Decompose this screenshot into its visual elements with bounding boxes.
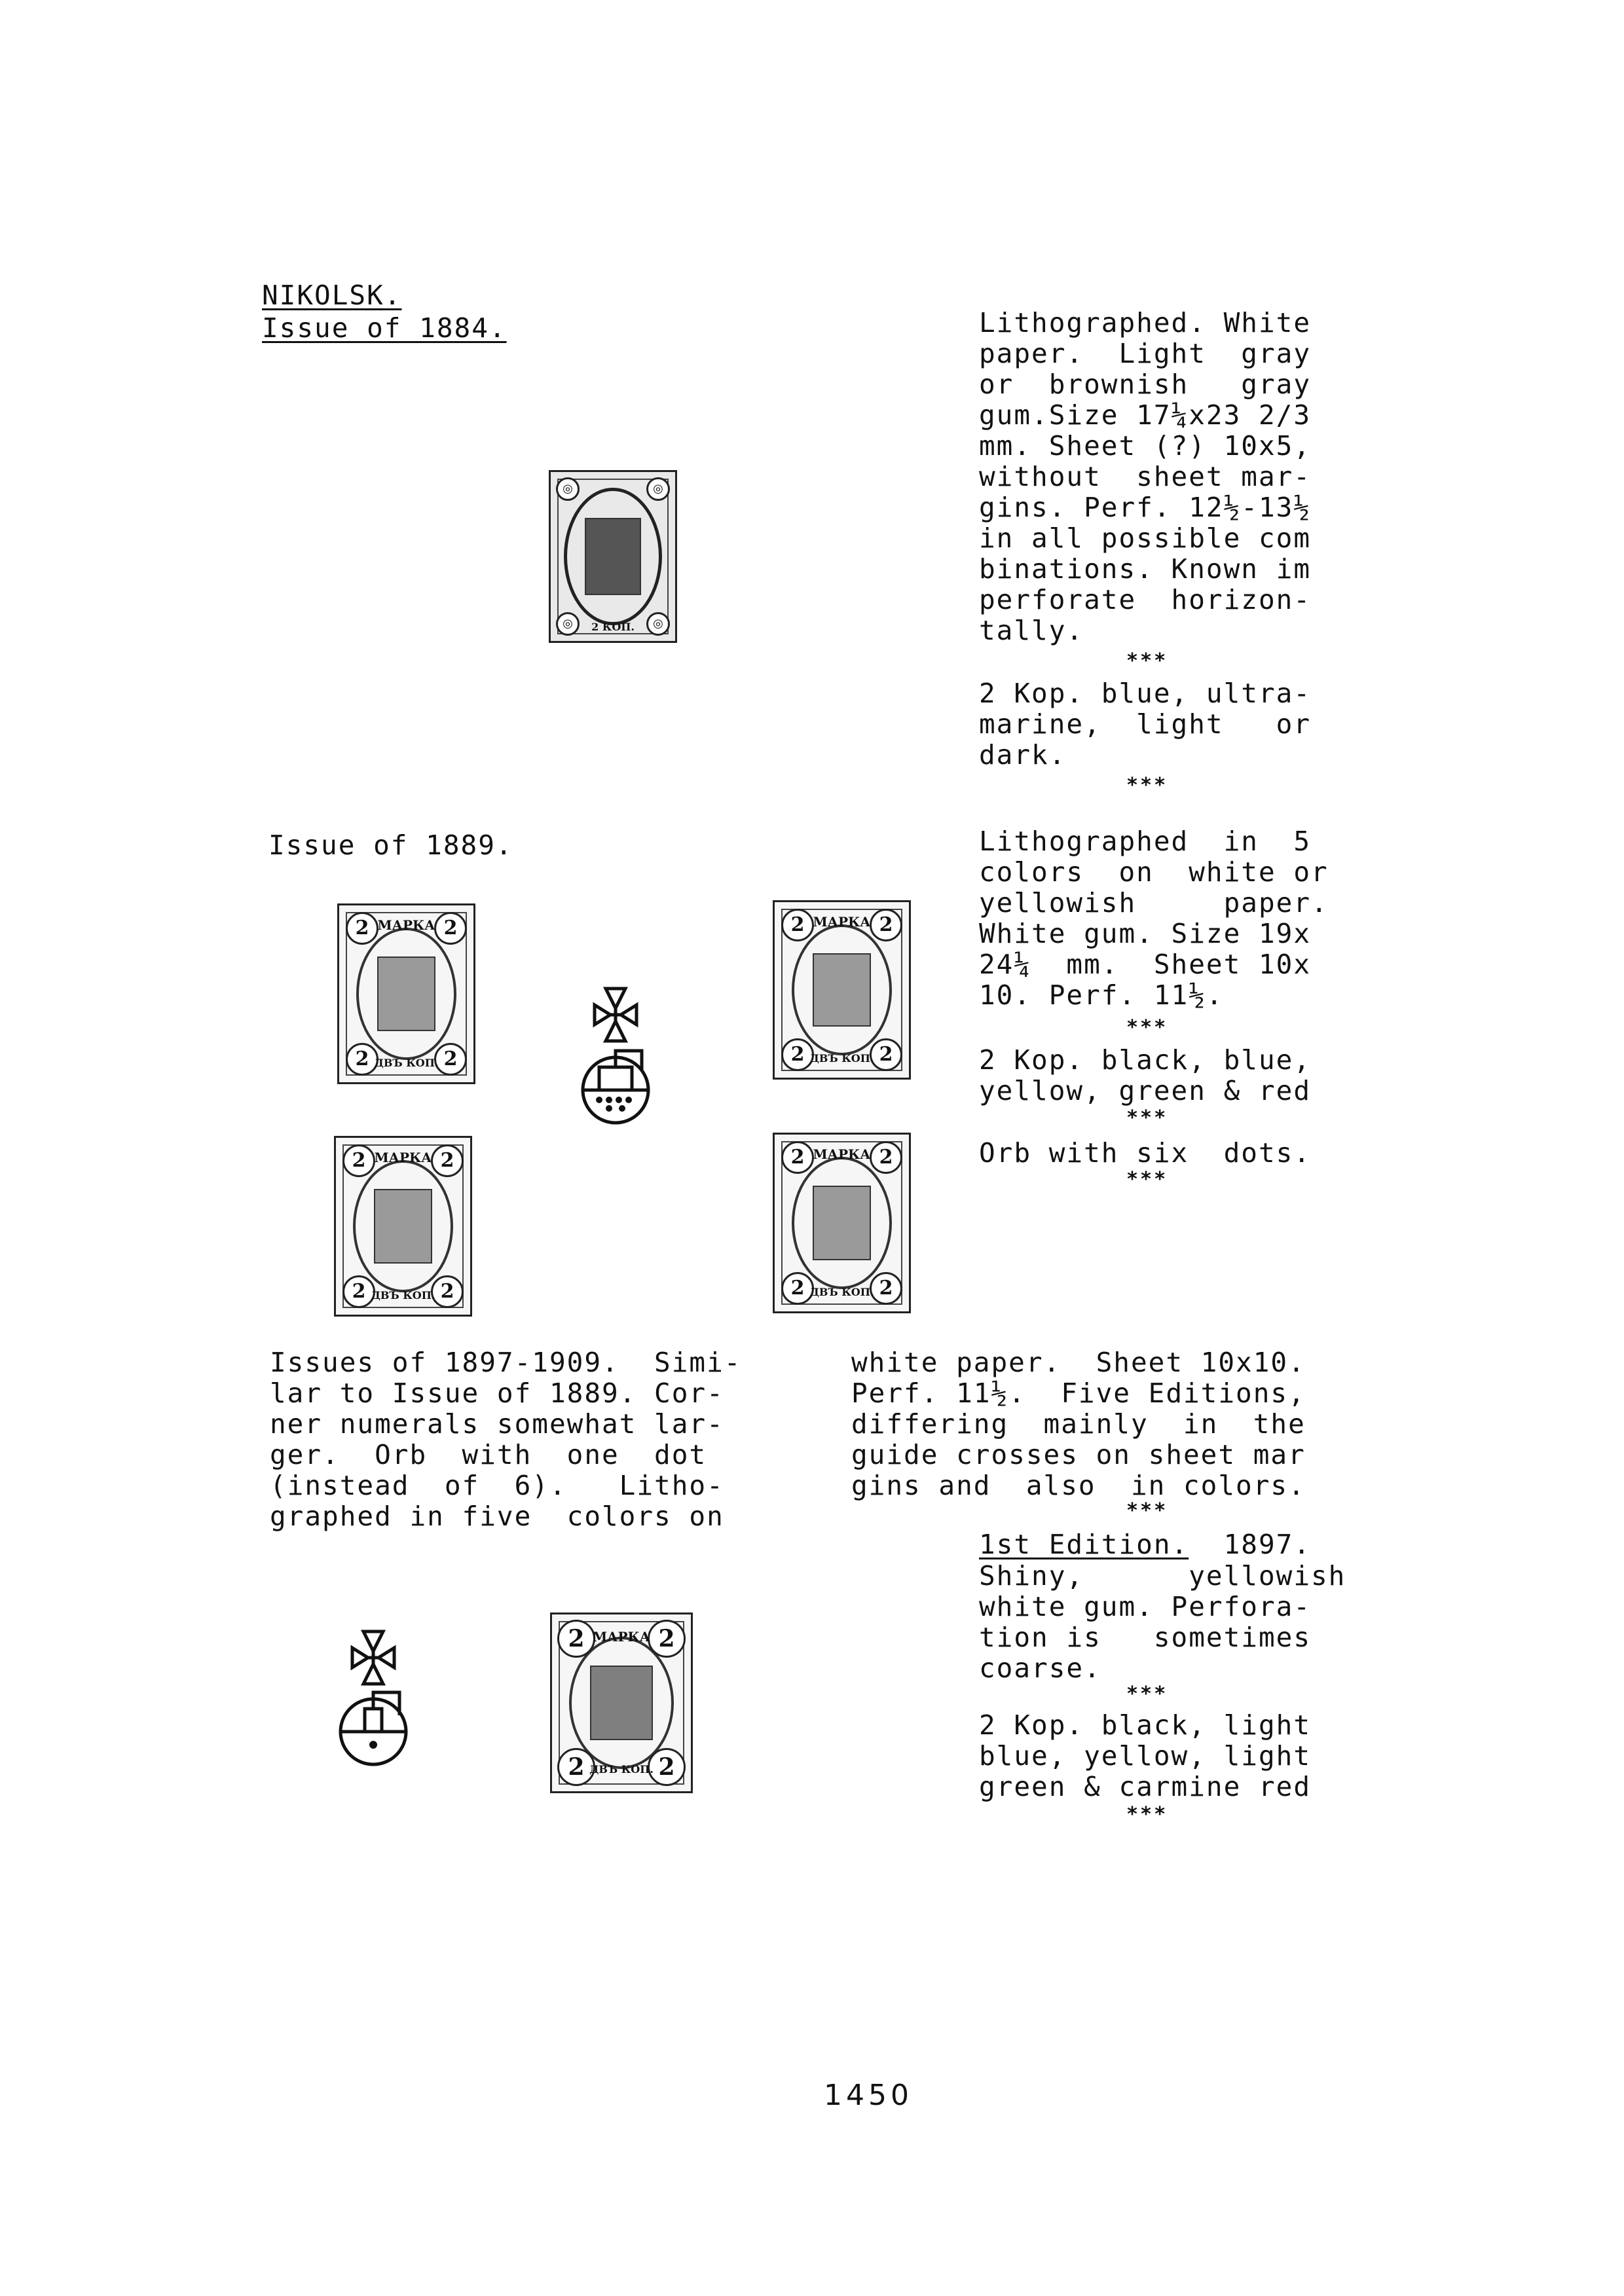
stamp-value-label: ДВЪ КОП. xyxy=(371,1289,435,1302)
first-edition-title xyxy=(979,1529,1311,1560)
issue-1884-colors: 2 Kop. blue, ultra- marine, light or dark. xyxy=(979,678,1311,771)
stamp-coat-of-arms xyxy=(590,1666,653,1740)
stamp-numeral: 2 xyxy=(781,909,814,941)
stamp-coat-of-arms xyxy=(374,1189,432,1264)
stamp-value-label: ДВЪ КОП. xyxy=(374,1057,439,1069)
stamp-numeral: 2 xyxy=(648,1748,686,1786)
stamp-numeral: 2 xyxy=(781,1272,814,1305)
separator-stars: *** xyxy=(1126,1803,1168,1826)
separator-stars: *** xyxy=(1126,774,1168,797)
stamp-value-label: ДВЪ КОП. xyxy=(809,1052,874,1065)
stamp-top-label: МАРКА xyxy=(593,1629,650,1645)
stamp-1897 xyxy=(550,1613,693,1793)
issue-1884-description: Lithographed. White paper. Light gray or brownish gray gum.Size 17¼x23 2/3 mm. Sheet (?) 10x5, without sheet mar- gins. Perf. 12½-13½ in all possible com binations. Known im perforate horizon- tally. xyxy=(979,307,1311,646)
stamp-corner-icon: ◎ xyxy=(646,477,670,501)
stamp-numeral: 2 xyxy=(346,1043,378,1076)
stamp-coat-of-arms xyxy=(377,957,435,1031)
stamp-numeral: 2 xyxy=(557,1748,595,1786)
orb-note: Orb with six dots. xyxy=(979,1137,1311,1169)
stamp-1884 xyxy=(549,470,677,643)
stamp-numeral: 2 xyxy=(781,1038,814,1071)
section-title: NIKOLSK. xyxy=(262,280,402,311)
stamp-coat-of-arms xyxy=(813,953,871,1027)
separator-stars: *** xyxy=(1126,1106,1168,1129)
issue-1889-description: Lithographed in 5 colors on white or yellowish paper. White gum. Size 19x 24¼ mm. Sheet 10x 10. Perf. 11½. xyxy=(979,826,1329,1011)
stamp-top-label: МАРКА xyxy=(377,917,435,933)
stamp-numeral: 2 xyxy=(870,1141,902,1174)
stamp-corner-icon: ◎ xyxy=(646,612,670,636)
stamp-numeral: 2 xyxy=(434,1043,467,1076)
orb-one-dot-icon xyxy=(331,1624,416,1768)
stamp-numeral: 2 xyxy=(342,1144,375,1177)
stamp-top-label: МАРКА xyxy=(813,1146,871,1162)
stamp-top-label: МАРКА xyxy=(374,1150,432,1165)
separator-stars: *** xyxy=(1126,649,1168,672)
stamp-1889 xyxy=(773,900,911,1080)
stamp-top-label: МАРКА xyxy=(813,914,871,930)
issue-1884-title: Issue of 1884. xyxy=(262,312,507,344)
stamp-numeral: 2 xyxy=(557,1620,595,1658)
stamp-numeral: 2 xyxy=(870,909,902,941)
stamp-numeral: 2 xyxy=(431,1275,464,1308)
stamp-corner-icon: ◎ xyxy=(556,477,580,501)
stamp-1889 xyxy=(773,1133,911,1313)
stamp-coat-of-arms xyxy=(585,518,641,595)
first-edition-colors: 2 Kop. black, light blue, yellow, light green & carmine red xyxy=(979,1709,1311,1802)
separator-stars: *** xyxy=(1126,1016,1168,1039)
separator-stars: *** xyxy=(1126,1683,1168,1705)
stamp-value-label: ДВЪ КОП. xyxy=(809,1286,874,1298)
stamp-1889 xyxy=(334,1136,472,1317)
first-edition-description: Shiny, yellowish white gum. Perfora- tion is sometimes coarse. xyxy=(979,1560,1346,1684)
issue-1889-title: Issue of 1889. xyxy=(268,829,513,861)
separator-stars: *** xyxy=(1126,1499,1168,1522)
stamp-value-label: ДВЪ КОП. xyxy=(589,1763,654,1776)
page-number: 1450 xyxy=(824,2079,913,2112)
stamp-coat-of-arms xyxy=(813,1186,871,1260)
stamp-numeral: 2 xyxy=(431,1144,464,1177)
stamp-value-label: 2 КОП. xyxy=(591,621,635,633)
stamp-numeral: 2 xyxy=(434,912,467,945)
stamp-numeral: 2 xyxy=(870,1272,902,1305)
orb-six-dots-icon xyxy=(570,979,661,1129)
issue-1897-description-right: white paper. Sheet 10x10. Perf. 11½. Five Editions, differing mainly in the guide crosses on sheet mar gins and also in colors. xyxy=(851,1347,1306,1501)
first-edition-year: 1897. xyxy=(1223,1529,1312,1560)
stamp-corner-icon: ◎ xyxy=(556,612,580,636)
first-edition-label: 1st Edition. xyxy=(979,1529,1189,1560)
issue-1889-colors: 2 Kop. black, blue, yellow, green & red xyxy=(979,1044,1311,1106)
issue-1897-description-left: Issues of 1897-1909. Simi- lar to Issue of 1889. Cor- ner numerals somewhat lar- ger. Orb with one dot (instead of 6). Litho- graphed in five colors on xyxy=(270,1347,742,1532)
stamp-numeral: 2 xyxy=(346,912,378,945)
stamp-1889 xyxy=(337,903,475,1084)
stamp-numeral: 2 xyxy=(781,1141,814,1174)
stamp-numeral: 2 xyxy=(342,1275,375,1308)
separator-stars: *** xyxy=(1126,1168,1168,1191)
stamp-numeral: 2 xyxy=(648,1620,686,1658)
stamp-numeral: 2 xyxy=(870,1038,902,1071)
